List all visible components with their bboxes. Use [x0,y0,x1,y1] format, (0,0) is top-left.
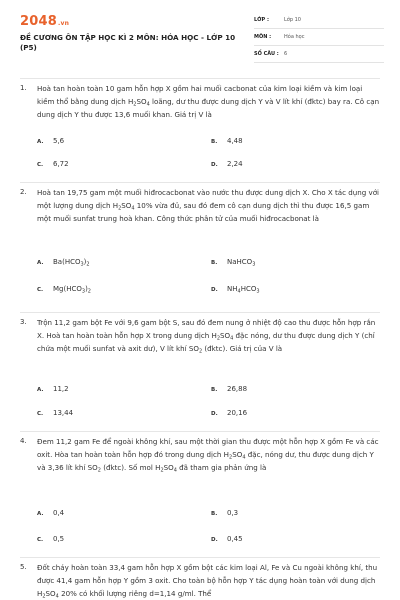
question-text: Đốt cháy hoàn toàn 33,4 gam hỗn hợp X gồm bột các kim loại Al, Fe và Cu ngoài không khí, thu được 41,4 gam hỗn hợp Y gồm 3 oxit. Cho toàn bộ hỗn hợp Y tác dụng hoàn toàn với dung dịch $H_2SO_4$ 20% có khối lượng riêng d=1,14 g/ml. Thể [37,563,378,600]
answer-option[interactable] [37,160,69,168]
worksheet-title [20,33,240,53]
answer-option[interactable] [37,409,73,417]
question-number: 1. [20,84,27,92]
answer-option[interactable] [211,509,238,517]
answer-option-letter: B. [211,139,218,145]
answer-option-value: NaHCO$_3$ [227,258,256,268]
answer-option[interactable] [211,285,260,293]
answer-option-letter: C. [37,162,44,168]
worksheet-header [0,0,400,70]
question-divider [20,557,380,558]
answer-option-value: $Mg(HCO_3)_2$ [53,285,91,295]
answer-option[interactable] [211,160,243,168]
answer-option[interactable] [211,258,255,266]
answer-option[interactable] [37,535,64,543]
answer-option-letter: D. [211,162,218,168]
answer-option-value: $NH_4HCO_3$ [227,285,260,295]
answer-option-letter: C. [37,411,44,417]
answer-option-letter: D. [211,411,218,417]
answer-option[interactable] [211,409,247,417]
answer-option[interactable] [211,137,243,145]
question-number: 2. [20,188,27,196]
question-divider [20,431,380,432]
meta-class-value: Lớp 10 [284,17,301,23]
answer-option-value: $Ba(HCO_3)_2$ [53,258,90,268]
meta-count-label: SỐ CÂU : [254,51,279,57]
answer-option-value: 11,2 [53,385,69,393]
answer-option-letter: C. [37,287,44,293]
answer-option-value: 13,44 [53,409,74,417]
answer-option-value: 0,3 [227,509,239,517]
answer-option-value: 0,5 [53,535,65,543]
answer-option-value: 20,16 [227,409,248,417]
answer-option[interactable] [211,385,247,393]
answer-option-letter: A. [37,139,44,145]
question-text: Đem 11,2 gam Fe để ngoài không khí, sau một thời gian thu được một hỗn hợp X gồm Fe và các oxit. Hòa tan hoàn toàn hỗn hợp đó trong dung dịch $H_2SO_4$ đặc, nóng dư, thu được dung dịch Y và 3,36 lít khí $SO_2$ (đktc). Số mol $H_2SO_4$ đã tham gia phản ứng là [37,437,379,474]
answer-option-letter: D. [211,287,218,293]
worksheet-meta [254,15,384,66]
answer-option-letter: B. [211,260,218,266]
meta-subject-label: MÔN : [254,34,272,40]
answer-option-letter: A. [37,387,44,393]
answer-option-value: 6,72 [53,160,69,168]
meta-count-value: 6 [284,51,288,57]
answer-option-letter: B. [211,511,218,517]
question-text: Hoà tan hoàn toàn 10 gam hỗn hợp X gồm hai muối cacbonat của kim loại kiềm và kim loại kiềm thổ bằng dung dịch $H_2SO_4$ loãng, dư thu được dung dịch Y và V lít khí (đktc) bay ra. Cô cạn dung dịch Y thu được 13,6 muối khan. Giá trị V là [37,84,380,119]
answer-option[interactable] [37,285,91,293]
answer-option[interactable] [211,535,243,543]
answer-option[interactable] [37,509,64,517]
meta-count-row [254,49,384,63]
question-number: 4. [20,437,27,445]
meta-subject-value: Hóa học [284,34,305,40]
answer-option-letter: B. [211,387,218,393]
answer-option[interactable] [37,385,69,393]
question-text: Trộn 11,2 gam bột Fe với 9,6 gam bột S, sau đó đem nung ở nhiệt độ cao thu được hỗn hợp rắn X. Hoà tan hoàn toàn hỗn hợp X trong dung dịch $H_2SO_4$ đặc nóng, dư thu được dung dịch Y (chỉ chứa một muối sunfat và axit dư), V lít khí $SO_2$ (đktc). Giá trị của V là [37,318,376,355]
answer-option-letter: C. [37,537,44,543]
question-divider [20,78,380,79]
title-line-2: (P5) [20,43,37,52]
meta-class-row [254,15,384,29]
question-divider [20,312,380,313]
answer-option-value: 4,48 [227,137,243,145]
logo-suffix-text: .vn [57,20,70,27]
answer-option-value: 5,6 [53,137,65,145]
question-divider [20,182,380,183]
question-number: 5. [20,563,27,571]
answer-option-value: 26,88 [227,385,248,393]
question-text: Hoà tan 19,75 gam một muối hiđrocacbonat vào nước thu được dung dịch X. Cho X tác dụng với một lượng dung dịch $H_2SO_4$ 10% vừa đủ, sau đó đem cô cạn dung dịch thì thu được 16,5 gam một muối sunfat trung hoà khan. Công thức phân tử của muối hiđrocacbonat là [37,188,380,223]
meta-subject-row [254,32,384,46]
title-line-1: ĐỀ CƯƠNG ÔN TẬP HỌC KÌ 2 MÔN: HÓA HỌC - LỚP 10 [20,33,236,42]
answer-option-value: 0,4 [53,509,65,517]
question-number: 3. [20,318,27,326]
logo-main-text: 2048 [20,14,57,29]
answer-option[interactable] [37,258,90,266]
answer-option[interactable] [37,137,64,145]
answer-option-value: 2,24 [227,160,243,168]
answer-option-letter: A. [37,511,44,517]
answer-option-value: 0,45 [227,535,243,543]
site-logo[interactable] [20,14,69,29]
answer-option-letter: A. [37,260,44,266]
answer-option-letter: D. [211,537,218,543]
meta-class-label: LỚP : [254,17,269,23]
